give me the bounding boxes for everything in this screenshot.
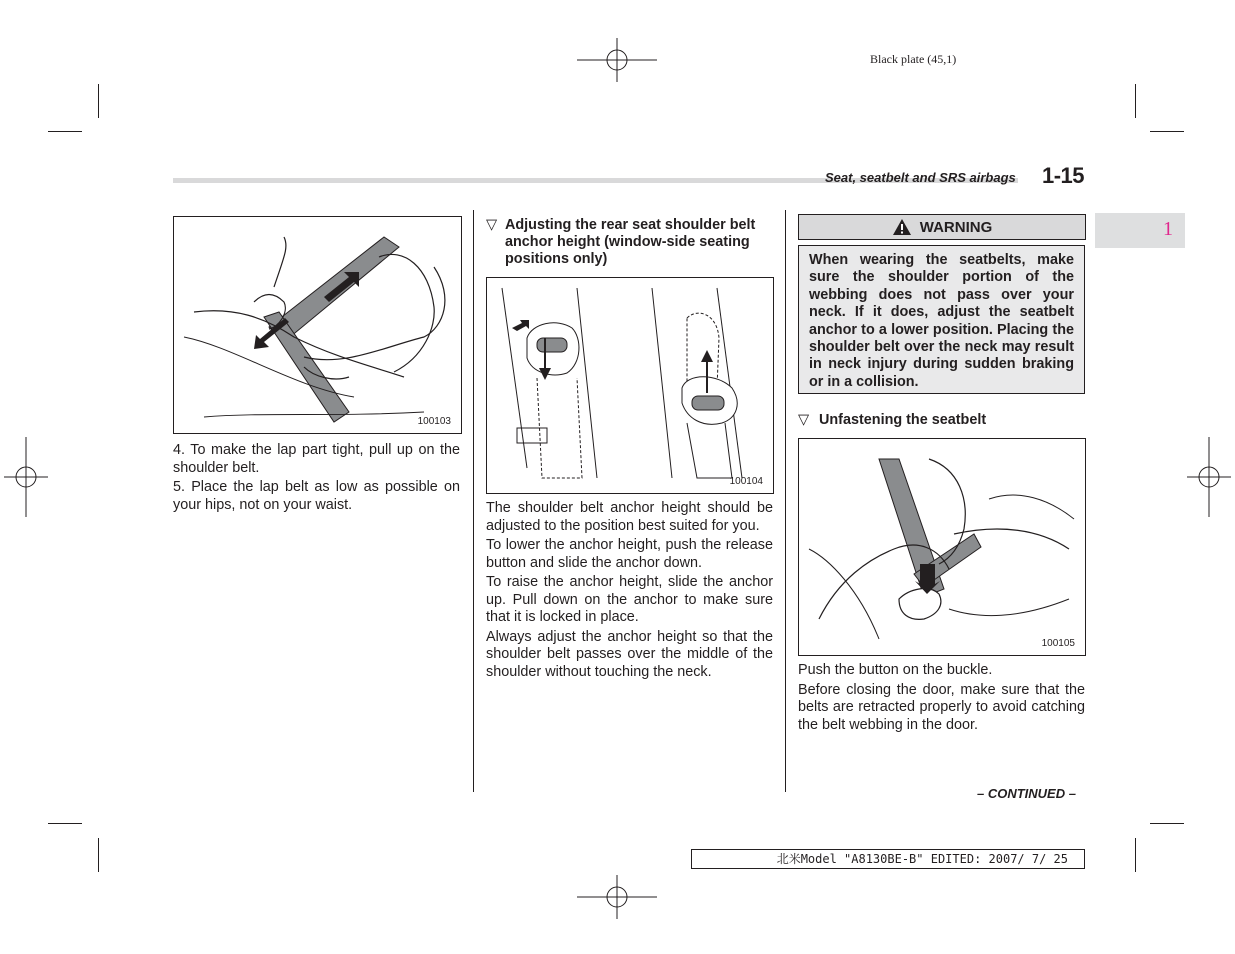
body-paragraph: To lower the anchor height, push the release button and slide the anchor down. (486, 537, 773, 571)
triangle-icon: ▽ (486, 217, 498, 233)
plate-label: Black plate (45,1) (870, 52, 957, 66)
crop-mark (98, 84, 99, 118)
crop-mark (48, 131, 82, 132)
subheading-unfastening (798, 412, 1086, 430)
col1-steps (173, 442, 460, 516)
col2-body (486, 500, 773, 683)
lap-belt-illustration (174, 217, 461, 433)
footer-edit-stamp: 北米Model "A8130BE-B" EDITED: 2007/ 7/ 25 (691, 849, 1085, 869)
body-paragraph: Always adjust the anchor height so that the shoulder belt passes over the middle of the shoulder without touching the neck. (486, 628, 773, 680)
step-item: 4. To make the lap part tight, pull up on the shoulder belt. (173, 442, 460, 476)
body-paragraph: Before closing the door, make sure that the belts are retracted properly to avoid catching the belt webbing in the door. (798, 681, 1085, 733)
section-title: Seat, seatbelt and SRS airbags (825, 170, 1016, 185)
column-divider (473, 210, 474, 792)
subheading-text: Unfastening the seatbelt (819, 412, 987, 428)
figure-lap-belt (173, 216, 462, 434)
body-paragraph: To raise the anchor height, slide the anchor up. Pull down on the anchor to make sure that it is locked in place. (486, 574, 773, 625)
crop-mark (1135, 84, 1136, 118)
warning-body: When wearing the seatbelts, make sure the shoulder portion of the webbing does not pass over your neck. If it does, adjust the seatbelt anchor to a lower position. Placing the shoulder belt over the neck may result in neck injury during sudden braking or in a collision. (798, 245, 1085, 394)
unfasten-illustration (799, 439, 1085, 655)
registration-mark-top (577, 38, 657, 82)
crop-mark (98, 838, 99, 872)
crop-mark (1150, 823, 1184, 824)
registration-mark-bottom (577, 875, 657, 919)
warning-icon (892, 218, 912, 236)
continued-label: – CONTINUED – (977, 786, 1076, 801)
warning-title: WARNING (919, 218, 993, 236)
figure-anchor-adjust (486, 277, 774, 494)
page-number: 1-15 (1042, 163, 1085, 188)
body-paragraph: Push the button on the buckle. (798, 662, 993, 678)
crop-mark (1150, 131, 1184, 132)
subheading-anchor-height (486, 217, 774, 271)
step-item: 5. Place the lap belt as low as possible on your hips, not on your waist. (173, 479, 460, 513)
col3-body (798, 662, 1085, 736)
crop-mark (1135, 838, 1136, 872)
column-divider (785, 210, 786, 792)
crop-mark (48, 823, 82, 824)
figure-code: 100104 (729, 476, 763, 487)
warning-header (798, 214, 1086, 240)
anchor-adjust-illustration (487, 278, 773, 493)
subheading-text: Adjusting the rear seat shoulder belt anchor height (window-side seating positions only) (505, 217, 756, 267)
chapter-tab[interactable] (1095, 213, 1185, 248)
figure-code: 100105 (1041, 638, 1075, 649)
figure-code: 100103 (417, 416, 451, 427)
chapter-tab-number: 1 (1163, 218, 1173, 240)
triangle-icon: ▽ (798, 412, 810, 428)
registration-mark-left (4, 437, 48, 517)
body-paragraph: The shoulder belt anchor height should be adjusted to the position best suited for you. (486, 500, 773, 534)
figure-unfasten (798, 438, 1086, 656)
registration-mark-right (1187, 437, 1231, 517)
